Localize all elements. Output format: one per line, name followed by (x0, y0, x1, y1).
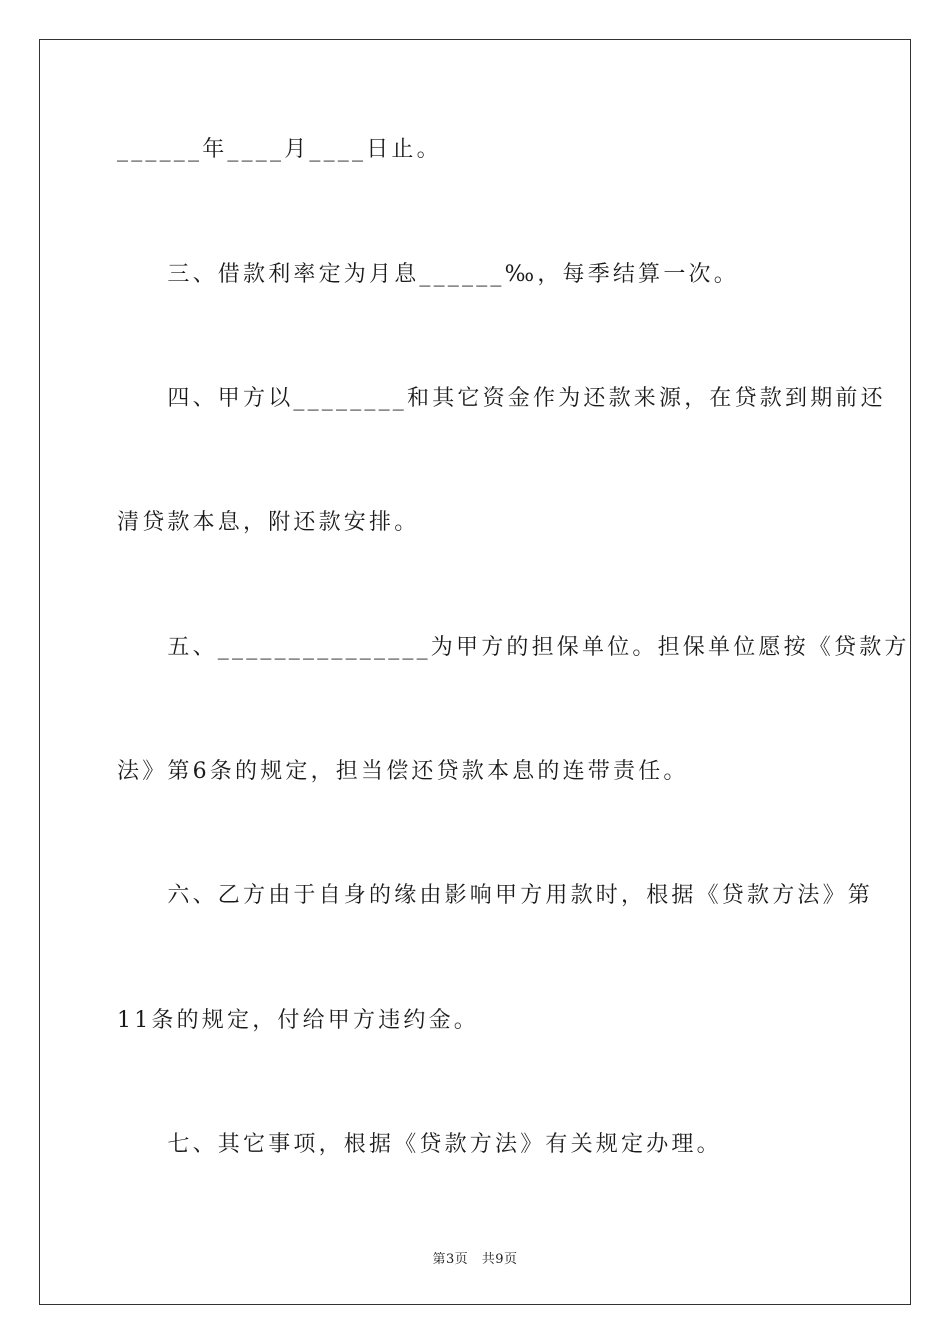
text-line-clause-4-cont: 清贷款本息，附还款安排。 (117, 510, 420, 535)
text-line-date-end: ______年____月____日止。 (117, 137, 442, 162)
text-line-clause-5: 五、_______________为甲方的担保单位。担保单位愿按《贷款方 (117, 635, 910, 660)
text-line-clause-3: 三、借款利率定为月息______‰，每季结算一次。 (117, 262, 739, 287)
page-number-footer: 第3页 共9页 (432, 1252, 518, 1267)
page-border (39, 39, 911, 1305)
text-line-clause-6: 六、乙方由于自身的缘由影响甲方用款时，根据《贷款方法》第 (117, 883, 874, 908)
text-line-clause-6-cont: 11条的规定，付给甲方违约金。 (117, 1008, 479, 1033)
text-line-clause-4: 四、甲方以________和其它资金作为还款来源，在贷款到期前还 (117, 386, 886, 411)
text-line-clause-5-cont: 法》第6条的规定，担当偿还贷款本息的连带责任。 (117, 759, 689, 784)
text-line-clause-7: 七、其它事项，根据《贷款方法》有关规定办理。 (117, 1132, 722, 1157)
